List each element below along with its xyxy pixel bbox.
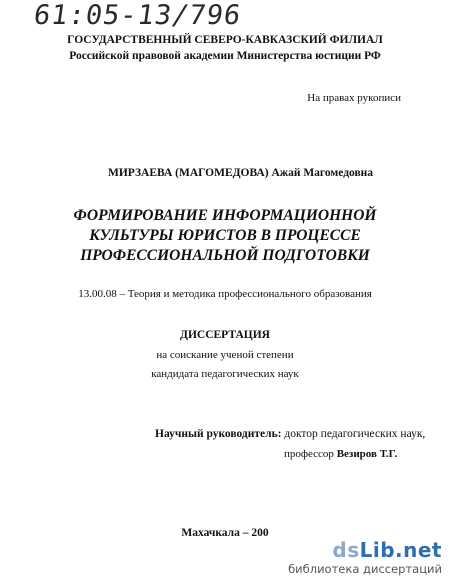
supervisor-name-line <box>284 448 397 460</box>
supervisor-degree: доктор педагогических наук, <box>284 428 426 440</box>
title-line: ПРОФЕССИОНАЛЬНОЙ ПОДГОТОВКИ <box>80 247 370 264</box>
degree-line-1: на соискание ученой степени <box>156 349 294 361</box>
author-name <box>108 167 373 179</box>
watermark-subtitle: библиотека диссертаций <box>288 562 442 576</box>
author-given-name: Ажай Магомедовна <box>271 167 374 179</box>
watermark <box>288 538 442 576</box>
supervisor-label: Научный руководитель: <box>155 428 282 440</box>
organization-line-1: ГОСУДАРСТВЕННЫЙ СЕВЕРО-КАВКАЗСКИЙ ФИЛИАЛ <box>67 34 383 46</box>
degree-line-2: кандидата педагогических наук <box>151 368 299 380</box>
supervisor-line <box>155 428 425 440</box>
author-surname: МИРЗАЕВА (МАГОМЕДОВА) <box>108 167 269 179</box>
city-year: Махачкала – 200 <box>181 527 269 539</box>
supervisor-rank: профессор <box>284 448 334 460</box>
organization-line-2: Российской правовой академии Министерства юстиции РФ <box>69 50 381 62</box>
rights-note: На правах рукописи <box>307 92 401 104</box>
handwritten-catalog-number: 61:05-13/796 <box>31 0 244 31</box>
dissertation-heading: ДИССЕРТАЦИЯ <box>180 329 270 341</box>
watermark-logo-part2: Lib.net <box>359 538 442 562</box>
watermark-logo <box>288 538 442 562</box>
watermark-logo-part1: ds <box>332 538 360 562</box>
specialty-code: 13.00.08 – Теория и методика профессионального образования <box>78 288 372 300</box>
supervisor-name: Везиров Т.Г. <box>336 448 398 460</box>
title-line: КУЛЬТУРЫ ЮРИСТОВ В ПРОЦЕССЕ <box>89 227 361 244</box>
title-line: ФОРМИРОВАНИЕ ИНФОРМАЦИОННОЙ <box>73 207 377 224</box>
dissertation-title <box>0 206 450 266</box>
